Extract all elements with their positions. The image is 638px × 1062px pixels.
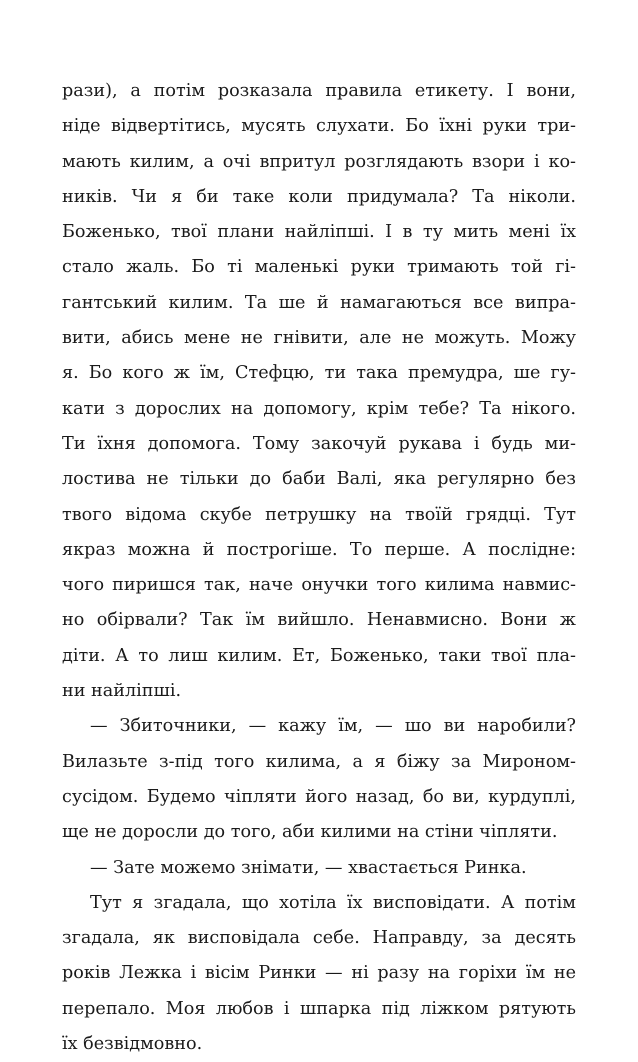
text-line: но обірвали? Так їм вийшло. Ненавмисно. Вони ж: [62, 610, 576, 631]
text-line: Вилазьте з-під того килима, а я біжу за Мироном-: [62, 751, 576, 772]
text-line: перепало. Моя любов і шпарка під ліжком рятують: [62, 998, 576, 1019]
text-line: твого відома скубе петрушку на твоїй грядці. Тут: [62, 504, 576, 525]
text-line: стало жаль. Бо ті маленькі руки тримають той гі-: [62, 257, 576, 278]
text-line: ни найліпші.: [62, 681, 182, 702]
text-line: Ти їхня допомога. Тому закочуй рукава і будь ми-: [62, 433, 576, 454]
text-line: ників. Чи я би таке коли придумала? Та ніколи.: [62, 186, 576, 207]
text-line: років Лежка і вісім Ринки — ні разу на горіхи їм не: [62, 963, 576, 984]
text-line: я. Бо кого ж їм, Стефцю, ти така премудра, ше гу-: [62, 363, 576, 384]
text-line: чого пиришся так, наче онучки того килима навмис-: [62, 575, 576, 596]
text-line: Боженько, твої плани найліпші. І в ту мить мені їх: [62, 222, 576, 243]
text-line: — Збиточники, — кажу їм, — шо ви наробили?: [90, 716, 576, 737]
text-line: вити, абись мене не гнівити, але не можуть. Можу: [62, 328, 576, 349]
text-line: Тут я згадала, що хотіла їх висповідати. А потім: [90, 892, 576, 913]
text-line: мають килим, а очі впритул розглядають взори і ко-: [62, 151, 576, 172]
text-line: ніде відвертітись, мусять слухати. Бо їхні руки три-: [62, 116, 576, 137]
text-line: їх безвідмовно.: [62, 1034, 203, 1055]
page-text: [62, 74, 576, 1062]
text-line: згадала, як висповідала себе. Направду, за десять: [62, 928, 576, 949]
text-line: сусідом. Будемо чіпляти його назад, бо ви, курдуплі,: [62, 786, 576, 807]
text-line: ще не доросли до того, аби килими на стіни чіпляти.: [62, 822, 558, 843]
text-line: — Зате можемо знімати, — хвастається Ринка.: [90, 857, 527, 878]
text-line: лостива не тільки до баби Валі, яка регулярно без: [62, 469, 576, 490]
text-line: діти. А то лиш килим. Ет, Боженько, таки твої пла-: [62, 645, 576, 666]
text-line: кати з дорослих на допомогу, крім тебе? Та нікого.: [62, 398, 576, 419]
text-line: гантський килим. Та ше й намагаються все випра-: [62, 292, 576, 313]
text-line: якраз можна й построгіше. То перше. А послідне:: [62, 539, 576, 560]
text-line: рази), а потім розказала правила етикету. І вони,: [62, 81, 576, 101]
